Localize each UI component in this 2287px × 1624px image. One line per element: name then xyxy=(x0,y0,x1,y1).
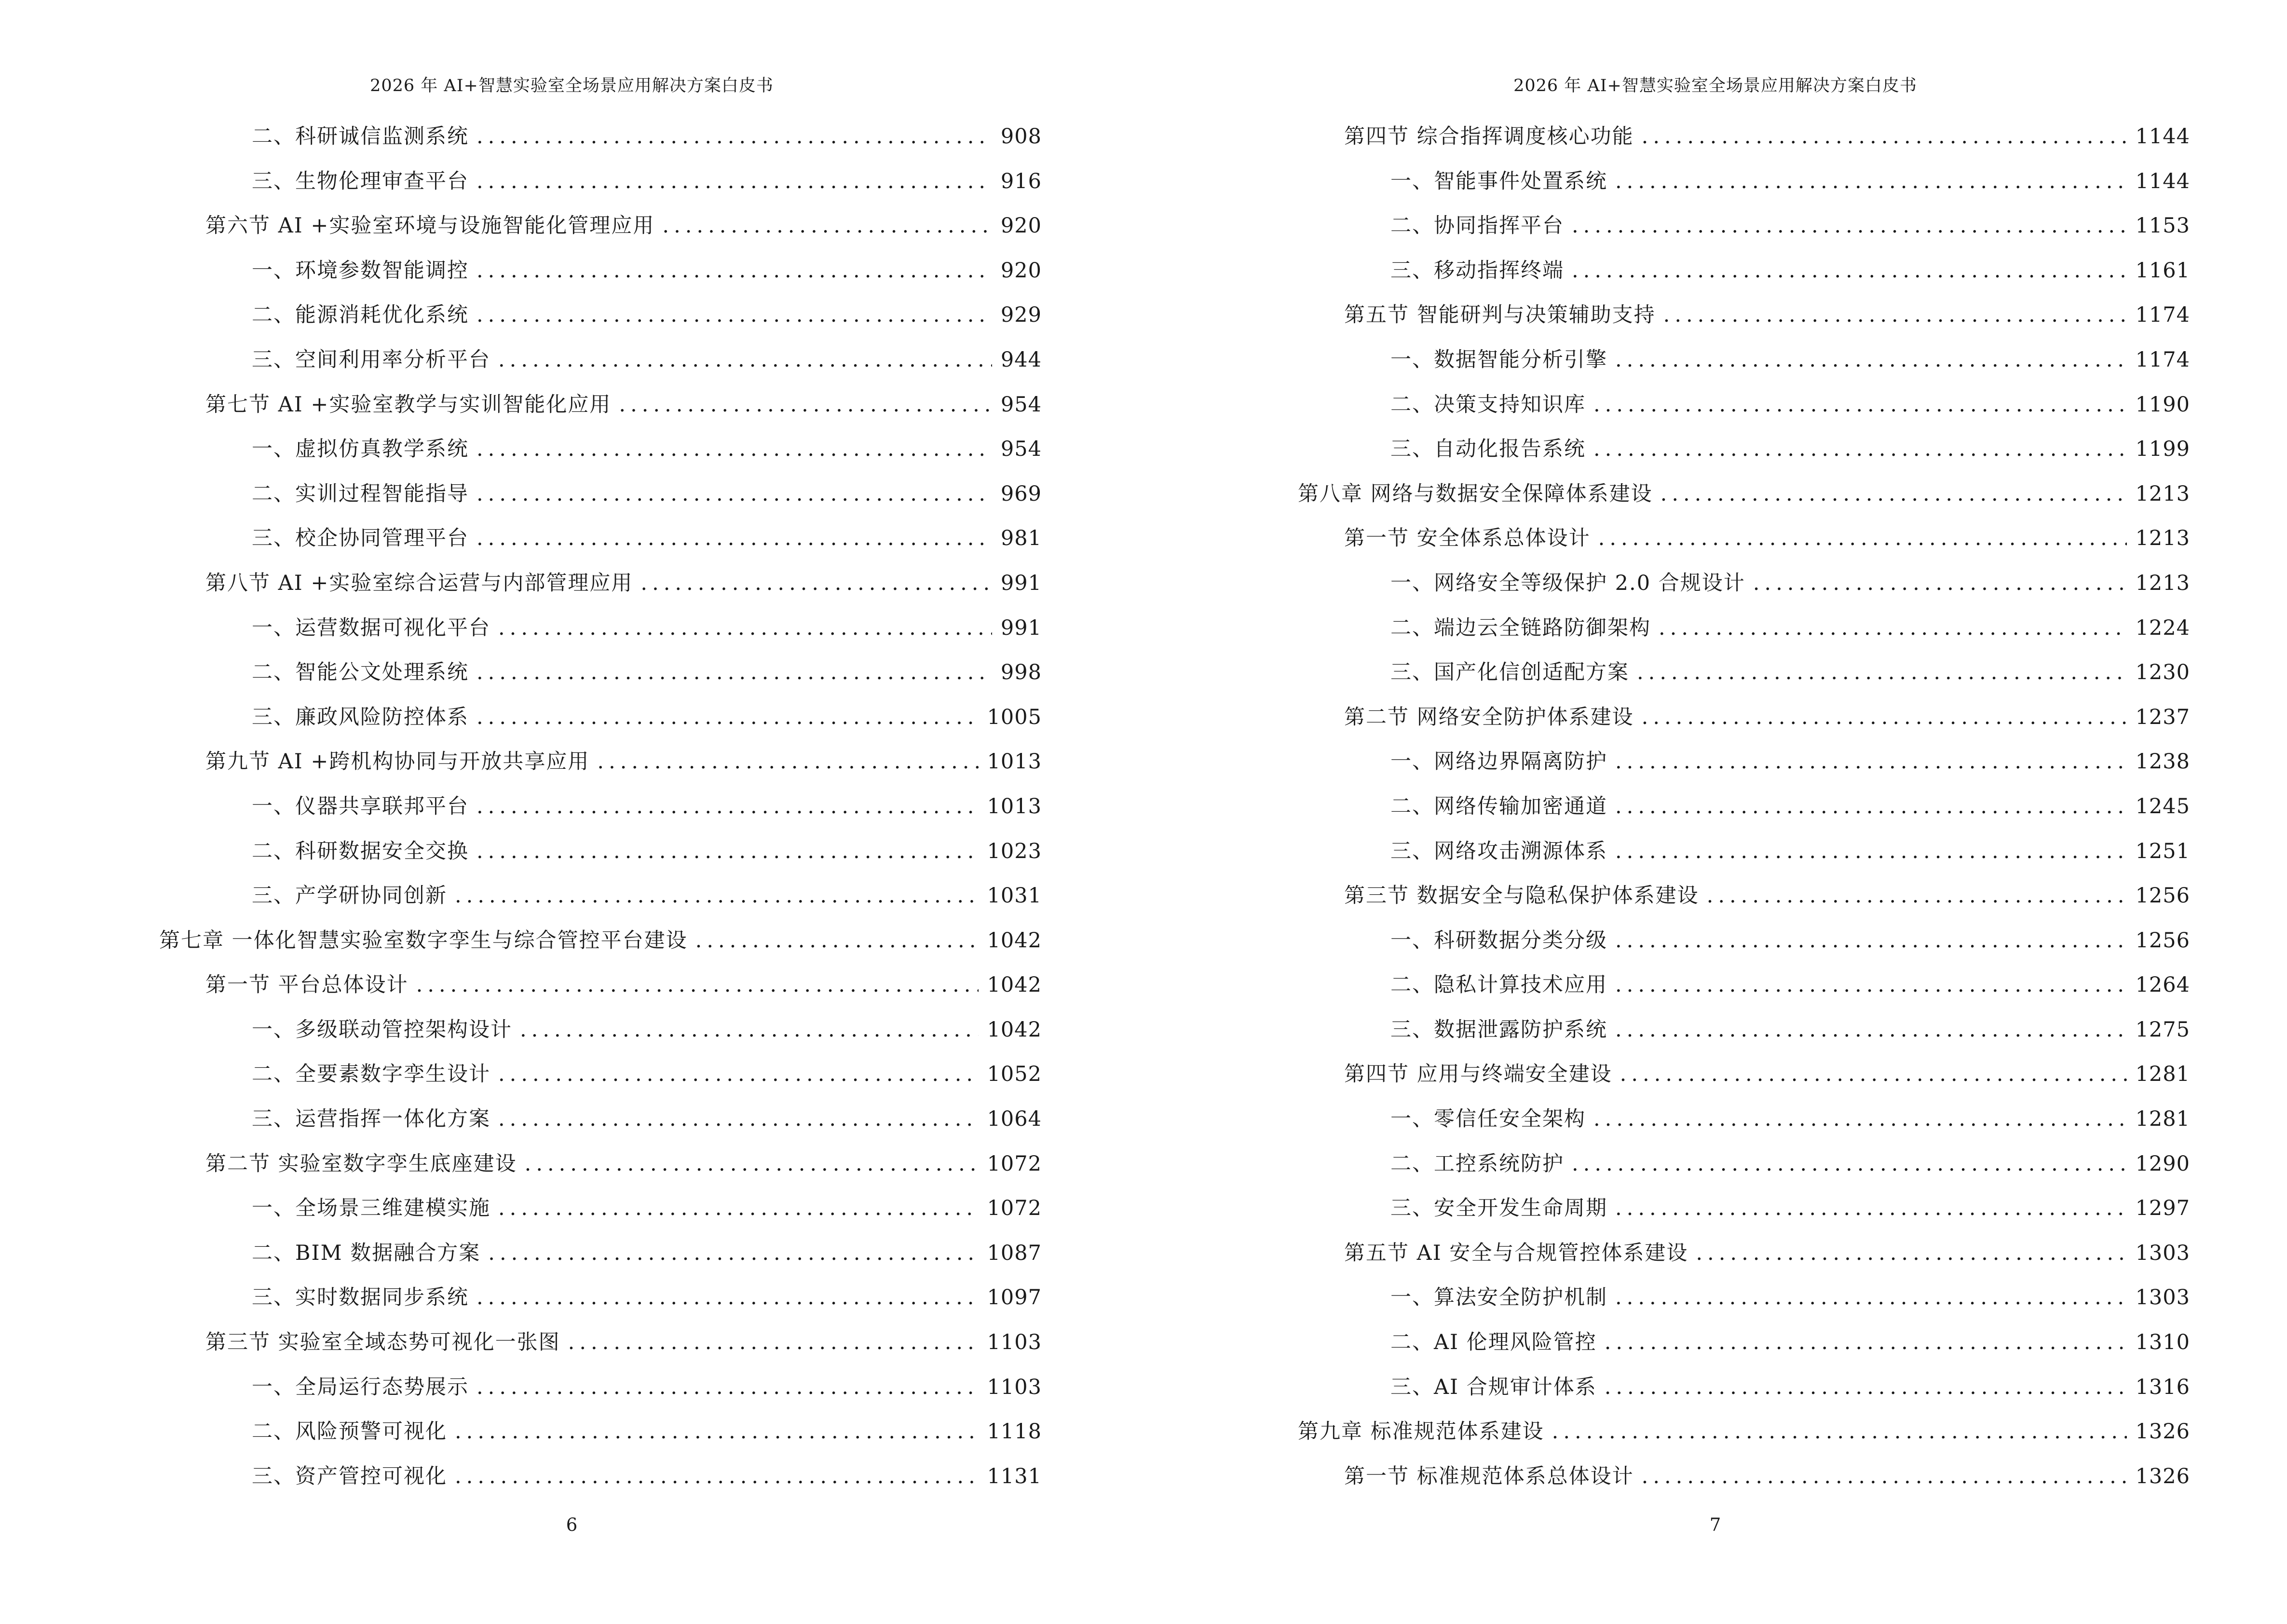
toc-entry-label: 一、多级联动管控架构设计 xyxy=(252,1017,512,1042)
toc-entry-label: 二、AI 伦理风险管控 xyxy=(1390,1330,1597,1355)
toc-dot-leader xyxy=(1593,1097,2127,1142)
toc-dot-leader xyxy=(455,1454,979,1499)
toc-entry-page-number: 1013 xyxy=(987,794,1042,819)
toc-subsection-entry[interactable] xyxy=(159,829,1042,874)
toc-entry-label: 三、廉政风险防控体系 xyxy=(252,705,469,729)
toc-section-entry[interactable] xyxy=(159,382,1042,427)
toc-entry-label: 二、能源消耗优化系统 xyxy=(252,303,469,328)
toc-entry-label: 三、运营指挥一体化方案 xyxy=(252,1107,490,1132)
toc-dot-leader xyxy=(476,114,992,159)
toc-entry-label: 第二节 网络安全防护体系建设 xyxy=(1344,705,1634,729)
toc-entry-page-number: 1213 xyxy=(2135,481,2190,506)
toc-subsection-entry[interactable] xyxy=(159,516,1042,561)
toc-dot-leader xyxy=(1572,1142,2127,1187)
toc-entry-page-number: 1153 xyxy=(2135,214,2190,238)
toc-subsection-entry[interactable] xyxy=(159,1097,1042,1142)
toc-entry-page-number: 1275 xyxy=(2135,1017,2190,1042)
toc-entry-page-number: 1131 xyxy=(987,1464,1042,1488)
toc-entry-page-number: 1174 xyxy=(2135,303,2190,328)
toc-entry-label: 三、AI 合规审计体系 xyxy=(1390,1375,1597,1399)
toc-dot-leader xyxy=(1615,784,2127,829)
toc-dot-leader xyxy=(568,1320,979,1365)
toc-section-entry[interactable] xyxy=(1298,516,2190,561)
toc-entry-label: 二、科研诚信监测系统 xyxy=(252,124,469,149)
toc-dot-leader xyxy=(476,1275,979,1320)
toc-chapter-entry[interactable] xyxy=(1298,472,2190,517)
toc-dot-leader xyxy=(498,606,992,651)
toc-entry-page-number: 1264 xyxy=(2135,973,2190,997)
toc-entry-page-number: 1072 xyxy=(987,1196,1042,1221)
toc-entry-label: 第九章 标准规范体系建设 xyxy=(1298,1419,1544,1444)
toc-subsection-entry[interactable] xyxy=(1298,1365,2190,1410)
toc-entry-label: 第三节 数据安全与隐私保护体系建设 xyxy=(1344,884,1699,908)
toc-dot-leader xyxy=(476,159,992,204)
toc-dot-leader xyxy=(1593,382,2127,427)
toc-entry-page-number: 954 xyxy=(1000,392,1042,417)
toc-section-entry[interactable] xyxy=(1298,1052,2190,1097)
toc-entry-label: 第七节 AI +实验室教学与实训智能化应用 xyxy=(205,392,612,417)
toc-entry-label: 二、全要素数字孪生设计 xyxy=(252,1062,490,1087)
toc-subsection-entry[interactable] xyxy=(159,1231,1042,1276)
toc-subsection-entry[interactable] xyxy=(159,695,1042,740)
toc-section-entry[interactable] xyxy=(1298,1454,2190,1499)
toc-entry-page-number: 1064 xyxy=(987,1107,1042,1132)
toc-dot-leader xyxy=(520,1008,979,1052)
toc-subsection-entry[interactable] xyxy=(159,1365,1042,1410)
toc-dot-leader xyxy=(1605,1320,2127,1365)
toc-entry-label: 三、自动化报告系统 xyxy=(1390,437,1586,462)
toc-section-entry[interactable] xyxy=(159,561,1042,606)
toc-entry-page-number: 991 xyxy=(1000,615,1042,640)
toc-section-entry[interactable] xyxy=(1298,873,2190,918)
toc-subsection-entry[interactable] xyxy=(1298,1097,2190,1142)
toc-dot-leader xyxy=(476,472,992,517)
toc-subsection-entry[interactable] xyxy=(1298,1186,2190,1231)
toc-dot-leader xyxy=(1615,338,2127,382)
toc-entry-page-number: 1103 xyxy=(987,1375,1042,1399)
toc-entry-page-number: 1256 xyxy=(2135,928,2190,953)
toc-entry-page-number: 1303 xyxy=(2135,1285,2190,1310)
toc-entry-label: 二、协同指挥平台 xyxy=(1390,214,1564,238)
toc-entry-page-number: 1290 xyxy=(2135,1151,2190,1176)
toc-entry-label: 三、生物伦理审查平台 xyxy=(252,169,469,193)
toc-dot-leader xyxy=(1598,516,2127,561)
toc-entry-page-number: 991 xyxy=(1000,571,1042,595)
toc-entry-label: 二、网络传输加密通道 xyxy=(1390,794,1607,819)
toc-dot-leader xyxy=(1642,1454,2127,1499)
toc-entry-page-number: 1103 xyxy=(987,1330,1042,1355)
toc-dot-leader xyxy=(1659,606,2127,651)
toc-dot-leader xyxy=(1707,873,2127,918)
toc-dot-leader xyxy=(1605,1365,2127,1410)
toc-dot-leader xyxy=(695,918,979,963)
toc-subsection-entry[interactable] xyxy=(1298,248,2190,293)
toc-dot-leader xyxy=(416,963,979,1008)
toc-entry-label: 二、实训过程智能指导 xyxy=(252,481,469,506)
toc-entry-label: 一、科研数据分类分级 xyxy=(1390,928,1607,953)
toc-entry-page-number: 1005 xyxy=(987,705,1042,729)
toc-entry-label: 一、环境参数智能调控 xyxy=(252,258,469,283)
toc-dot-leader xyxy=(455,1409,979,1454)
toc-entry-label: 第六节 AI +实验室环境与设施智能化管理应用 xyxy=(205,214,655,238)
toc-dot-leader xyxy=(498,1052,979,1097)
toc-dot-leader xyxy=(1615,1275,2127,1320)
toc-dot-leader xyxy=(1642,114,2127,159)
toc-entry-page-number: 1245 xyxy=(2135,794,2190,819)
toc-dot-leader xyxy=(1753,561,2127,606)
toc-entry-label: 第五节 AI 安全与合规管控体系建设 xyxy=(1344,1241,1688,1265)
toc-entry-label: 二、工控系统防护 xyxy=(1390,1151,1564,1176)
toc-entry-page-number: 944 xyxy=(1000,347,1042,372)
toc-entry-page-number: 920 xyxy=(1000,258,1042,283)
toc-entry-page-number: 1297 xyxy=(2135,1196,2190,1221)
toc-subsection-entry[interactable] xyxy=(1298,1008,2190,1052)
toc-dot-leader xyxy=(498,1097,979,1142)
page-header: 2026 年 AI+智慧实验室全场景应用解决方案白皮书 xyxy=(370,76,774,96)
toc-entry-page-number: 1174 xyxy=(2135,347,2190,372)
table-of-contents xyxy=(159,114,1042,1499)
toc-entry-page-number: 1042 xyxy=(987,928,1042,953)
toc-subsection-entry[interactable] xyxy=(159,1186,1042,1231)
toc-dot-leader xyxy=(1696,1231,2126,1276)
toc-chapter-entry[interactable] xyxy=(1298,1409,2190,1454)
toc-dot-leader xyxy=(640,561,992,606)
toc-subsection-entry[interactable] xyxy=(1298,784,2190,829)
toc-entry-label: 第九节 AI +跨机构协同与开放共享应用 xyxy=(205,750,590,774)
toc-subsection-entry[interactable] xyxy=(1298,918,2190,963)
toc-subsection-entry[interactable] xyxy=(1298,1275,2190,1320)
toc-subsection-entry[interactable] xyxy=(1298,963,2190,1008)
toc-entry-page-number: 1013 xyxy=(987,750,1042,774)
toc-section-entry[interactable] xyxy=(159,739,1042,784)
toc-entry-page-number: 1144 xyxy=(2135,169,2190,193)
toc-dot-leader xyxy=(619,382,992,427)
toc-entry-page-number: 1199 xyxy=(2135,437,2190,462)
toc-subsection-entry[interactable] xyxy=(1298,739,2190,784)
toc-dot-leader xyxy=(476,784,979,829)
toc-entry-label: 第五节 智能研判与决策辅助支持 xyxy=(1344,303,1656,328)
toc-entry-label: 第三节 实验室全域态势可视化一张图 xyxy=(205,1330,560,1355)
toc-dot-leader xyxy=(1663,293,2127,338)
toc-entry-label: 三、国产化信创适配方案 xyxy=(1390,660,1629,685)
toc-subsection-entry[interactable] xyxy=(1298,204,2190,248)
toc-dot-leader xyxy=(498,338,992,382)
toc-entry-label: 一、零信任安全架构 xyxy=(1390,1107,1586,1132)
toc-section-entry[interactable] xyxy=(159,1320,1042,1365)
toc-subsection-entry[interactable] xyxy=(159,338,1042,382)
toc-entry-page-number: 1256 xyxy=(2135,884,2190,908)
toc-entry-label: 二、BIM 数据融合方案 xyxy=(252,1241,481,1265)
toc-entry-label: 第一节 安全体系总体设计 xyxy=(1344,526,1591,551)
toc-entry-label: 二、智能公文处理系统 xyxy=(252,660,469,685)
toc-dot-leader xyxy=(1615,829,2127,874)
toc-subsection-entry[interactable] xyxy=(1298,606,2190,651)
toc-dot-leader xyxy=(1615,918,2127,963)
toc-entry-label: 一、虚拟仿真教学系统 xyxy=(252,437,469,462)
toc-entry-label: 一、全局运行态势展示 xyxy=(252,1375,469,1399)
toc-dot-leader xyxy=(1637,650,2127,695)
toc-dot-leader xyxy=(662,204,992,248)
toc-dot-leader xyxy=(1661,472,2127,517)
toc-entry-page-number: 969 xyxy=(1000,481,1042,506)
toc-section-entry[interactable] xyxy=(1298,695,2190,740)
toc-subsection-entry[interactable] xyxy=(159,606,1042,651)
toc-entry-page-number: 998 xyxy=(1000,660,1042,685)
toc-subsection-entry[interactable] xyxy=(159,159,1042,204)
toc-subsection-entry[interactable] xyxy=(159,1052,1042,1097)
page-number: 6 xyxy=(566,1515,578,1535)
toc-section-entry[interactable] xyxy=(159,204,1042,248)
toc-entry-page-number: 1087 xyxy=(987,1241,1042,1265)
toc-subsection-entry[interactable] xyxy=(159,114,1042,159)
toc-dot-leader xyxy=(476,516,992,561)
page-number: 7 xyxy=(1709,1515,1721,1535)
toc-entry-page-number: 1118 xyxy=(987,1419,1042,1444)
toc-entry-page-number: 908 xyxy=(1000,124,1042,149)
toc-entry-page-number: 1144 xyxy=(2135,124,2190,149)
toc-entry-label: 一、网络边界隔离防护 xyxy=(1390,750,1607,774)
toc-subsection-entry[interactable] xyxy=(159,650,1042,695)
toc-entry-label: 三、校企协同管理平台 xyxy=(252,526,469,551)
toc-entry-label: 二、隐私计算技术应用 xyxy=(1390,973,1607,997)
toc-dot-leader xyxy=(498,1186,979,1231)
toc-subsection-entry[interactable] xyxy=(1298,1320,2190,1365)
toc-subsection-entry[interactable] xyxy=(159,873,1042,918)
toc-entry-label: 一、全场景三维建模实施 xyxy=(252,1196,490,1221)
toc-entry-label: 第七章 一体化智慧实验室数字孪生与综合管控平台建设 xyxy=(159,928,688,953)
toc-entry-label: 第八节 AI +实验室综合运营与内部管理应用 xyxy=(205,571,633,595)
toc-entry-page-number: 1031 xyxy=(987,884,1042,908)
toc-dot-leader xyxy=(1615,963,2127,1008)
toc-entry-page-number: 1238 xyxy=(2135,750,2190,774)
toc-entry-page-number: 1326 xyxy=(2135,1464,2190,1488)
toc-subsection-entry[interactable] xyxy=(159,248,1042,293)
toc-dot-leader xyxy=(476,427,992,472)
toc-entry-page-number: 1042 xyxy=(987,973,1042,997)
toc-entry-page-number: 1161 xyxy=(2135,258,2190,283)
toc-entry-page-number: 1052 xyxy=(987,1062,1042,1087)
toc-dot-leader xyxy=(597,739,978,784)
toc-section-entry[interactable] xyxy=(1298,293,2190,338)
toc-entry-label: 一、数据智能分析引擎 xyxy=(1390,347,1607,372)
toc-subsection-entry[interactable] xyxy=(159,1454,1042,1499)
toc-dot-leader xyxy=(1572,248,2127,293)
toc-entry-page-number: 1072 xyxy=(987,1151,1042,1176)
toc-entry-page-number: 1213 xyxy=(2135,571,2190,595)
toc-entry-page-number: 1213 xyxy=(2135,526,2190,551)
toc-entry-page-number: 1224 xyxy=(2135,615,2190,640)
toc-entry-label: 第四节 应用与终端安全建设 xyxy=(1344,1062,1612,1087)
toc-subsection-entry[interactable] xyxy=(1298,338,2190,382)
toc-subsection-entry[interactable] xyxy=(159,472,1042,517)
toc-entry-page-number: 1237 xyxy=(2135,705,2190,729)
toc-subsection-entry[interactable] xyxy=(159,293,1042,338)
toc-dot-leader xyxy=(476,293,992,338)
toc-subsection-entry[interactable] xyxy=(159,784,1042,829)
table-of-contents xyxy=(1298,114,2190,1499)
toc-entry-label: 二、端边云全链路防御架构 xyxy=(1390,615,1651,640)
toc-subsection-entry[interactable] xyxy=(159,1275,1042,1320)
toc-entry-label: 一、运营数据可视化平台 xyxy=(252,615,490,640)
toc-entry-page-number: 1042 xyxy=(987,1017,1042,1042)
toc-entry-page-number: 1190 xyxy=(2135,392,2190,417)
toc-entry-page-number: 1316 xyxy=(2135,1375,2190,1399)
toc-entry-label: 二、风险预警可视化 xyxy=(252,1419,447,1444)
toc-entry-label: 三、数据泄露防护系统 xyxy=(1390,1017,1607,1042)
toc-entry-label: 三、空间利用率分析平台 xyxy=(252,347,490,372)
toc-dot-leader xyxy=(525,1142,979,1187)
toc-dot-leader xyxy=(1642,695,2127,740)
right-page xyxy=(1144,0,2287,1624)
toc-dot-leader xyxy=(455,873,979,918)
toc-entry-label: 二、决策支持知识库 xyxy=(1390,392,1586,417)
toc-entry-page-number: 1310 xyxy=(2135,1330,2190,1355)
toc-entry-page-number: 1251 xyxy=(2135,839,2190,863)
toc-entry-label: 三、安全开发生命周期 xyxy=(1390,1196,1607,1221)
toc-dot-leader xyxy=(1593,427,2127,472)
toc-dot-leader xyxy=(476,695,979,740)
toc-dot-leader xyxy=(1620,1052,2127,1097)
toc-entry-label: 一、网络安全等级保护 2.0 合规设计 xyxy=(1390,571,1745,595)
toc-subsection-entry[interactable] xyxy=(1298,159,2190,204)
toc-dot-leader xyxy=(476,650,992,695)
toc-dot-leader xyxy=(1615,739,2127,784)
toc-dot-leader xyxy=(488,1231,978,1276)
toc-entry-page-number: 929 xyxy=(1000,303,1042,328)
toc-dot-leader xyxy=(476,248,992,293)
toc-dot-leader xyxy=(476,1365,979,1410)
toc-section-entry[interactable] xyxy=(1298,114,2190,159)
toc-entry-label: 第四节 综合指挥调度核心功能 xyxy=(1344,124,1634,149)
toc-section-entry[interactable] xyxy=(1298,1231,2190,1276)
toc-entry-label: 三、网络攻击溯源体系 xyxy=(1390,839,1607,863)
toc-section-entry[interactable] xyxy=(159,963,1042,1008)
toc-subsection-entry[interactable] xyxy=(159,1008,1042,1052)
toc-entry-page-number: 916 xyxy=(1000,169,1042,193)
toc-subsection-entry[interactable] xyxy=(1298,427,2190,472)
toc-subsection-entry[interactable] xyxy=(1298,829,2190,874)
toc-subsection-entry[interactable] xyxy=(1298,382,2190,427)
toc-entry-label: 三、移动指挥终端 xyxy=(1390,258,1564,283)
toc-subsection-entry[interactable] xyxy=(1298,650,2190,695)
toc-section-entry[interactable] xyxy=(159,1142,1042,1187)
toc-entry-page-number: 1230 xyxy=(2135,660,2190,685)
toc-entry-page-number: 954 xyxy=(1000,437,1042,462)
toc-entry-page-number: 920 xyxy=(1000,214,1042,238)
toc-subsection-entry[interactable] xyxy=(159,1409,1042,1454)
toc-entry-label: 三、实时数据同步系统 xyxy=(252,1285,469,1310)
toc-entry-page-number: 1281 xyxy=(2135,1107,2190,1132)
toc-dot-leader xyxy=(1615,1008,2127,1052)
toc-chapter-entry[interactable] xyxy=(159,918,1042,963)
toc-entry-label: 三、资产管控可视化 xyxy=(252,1464,447,1488)
toc-entry-page-number: 1097 xyxy=(987,1285,1042,1310)
toc-entry-label: 二、科研数据安全交换 xyxy=(252,839,469,863)
toc-entry-label: 一、仪器共享联邦平台 xyxy=(252,794,469,819)
toc-entry-page-number: 981 xyxy=(1000,526,1042,551)
toc-dot-leader xyxy=(1615,159,2127,204)
toc-subsection-entry[interactable] xyxy=(159,427,1042,472)
toc-dot-leader xyxy=(1552,1409,2127,1454)
page-header: 2026 年 AI+智慧实验室全场景应用解决方案白皮书 xyxy=(1513,76,1917,96)
toc-dot-leader xyxy=(476,829,979,874)
toc-entry-label: 第一节 平台总体设计 xyxy=(205,973,408,997)
toc-entry-page-number: 1326 xyxy=(2135,1419,2190,1444)
toc-entry-page-number: 1303 xyxy=(2135,1241,2190,1265)
toc-entry-label: 第二节 实验室数字孪生底座建设 xyxy=(205,1151,517,1176)
toc-subsection-entry[interactable] xyxy=(1298,1142,2190,1187)
toc-entry-label: 第八章 网络与数据安全保障体系建设 xyxy=(1298,481,1653,506)
toc-entry-page-number: 1281 xyxy=(2135,1062,2190,1087)
toc-entry-label: 三、产学研协同创新 xyxy=(252,884,447,908)
toc-entry-label: 第一节 标准规范体系总体设计 xyxy=(1344,1464,1634,1488)
toc-dot-leader xyxy=(1572,204,2127,248)
toc-entry-page-number: 1023 xyxy=(987,839,1042,863)
toc-dot-leader xyxy=(1615,1186,2127,1231)
toc-entry-label: 一、智能事件处置系统 xyxy=(1390,169,1607,193)
toc-entry-label: 一、算法安全防护机制 xyxy=(1390,1285,1607,1310)
toc-subsection-entry[interactable] xyxy=(1298,561,2190,606)
